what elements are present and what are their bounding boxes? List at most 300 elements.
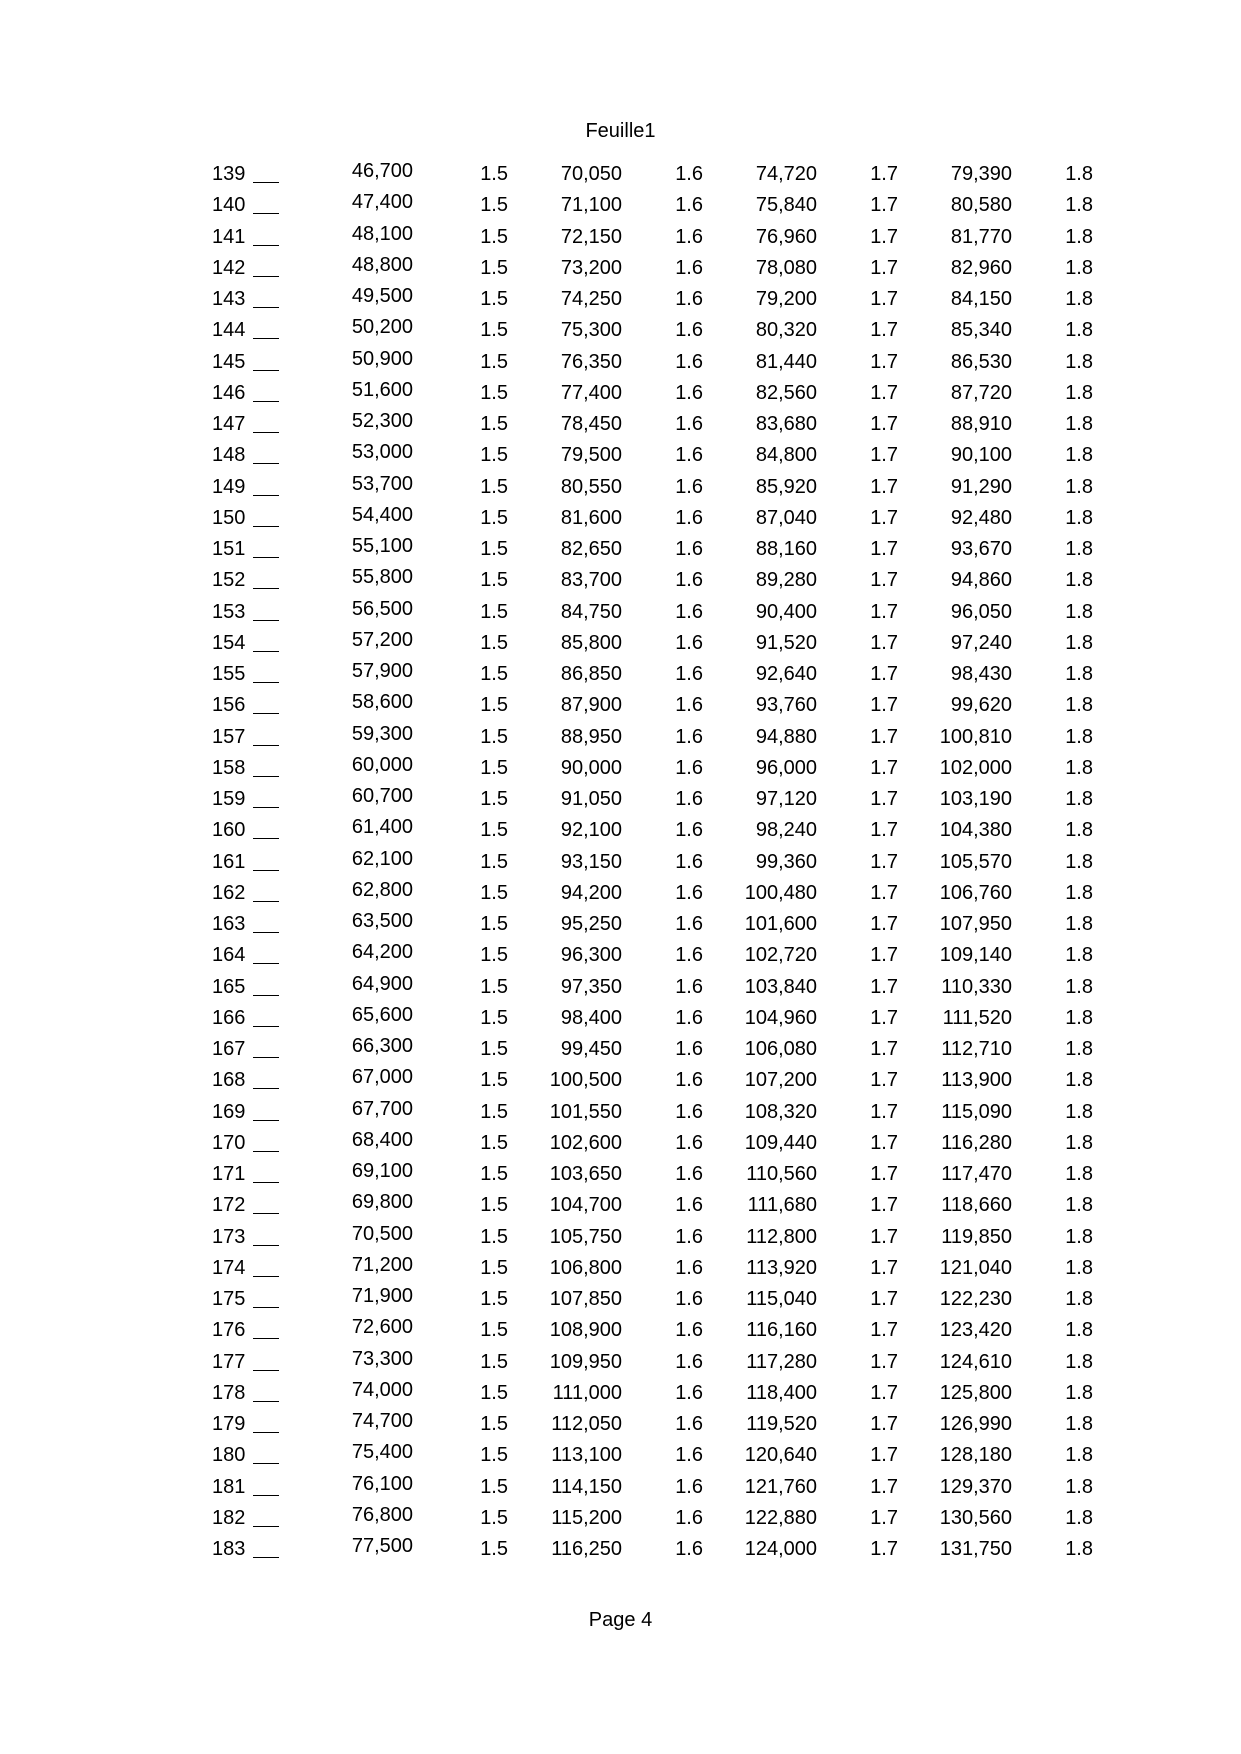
row-label: 152 [212,569,279,592]
table-row [0,1003,1241,1038]
factor-1-7: 1.7 [870,1256,898,1279]
value-x1-7: 99,620 [950,694,1012,717]
value-x1-5: 116,250 [551,1538,622,1560]
factor-1-7: 1.7 [870,850,898,873]
table-row [0,1160,1241,1194]
factor-1-6: 1.6 [675,975,703,998]
factor-1-5: 1.5 [480,850,508,873]
blank-line [253,276,279,277]
factor-1-8: 1.8 [1065,1381,1093,1404]
table-row [0,1066,1241,1100]
factor-1-5: 1.5 [480,694,508,717]
factor-1-8: 1.8 [1065,1475,1093,1498]
table-row [0,660,1241,694]
value-x1-5: 88,950 [560,725,622,748]
factor-1-7: 1.7 [870,944,898,967]
factor-1-5: 1.5 [480,819,508,842]
table-row [0,1535,1241,1569]
factor-1-8: 1.8 [1065,444,1093,467]
factor-1-5: 1.5 [480,1506,508,1529]
factor-1-6: 1.6 [675,944,703,967]
base-value: 66,300 [351,1035,413,1057]
factor-1-7: 1.7 [870,1413,898,1435]
factor-1-6: 1.6 [675,538,703,560]
factor-1-6: 1.6 [675,225,703,248]
factor-1-8: 1.8 [1065,319,1093,342]
row-label: 168 [212,1069,279,1092]
value-x1-5: 100,500 [549,1069,622,1092]
base-value: 57,200 [351,628,413,651]
factor-1-6: 1.6 [675,1538,703,1560]
row-label: 181 [212,1476,279,1499]
value-x1-7: 100,810 [939,725,1012,748]
value-x1-5: 101,550 [549,1100,622,1123]
blank-line [253,1026,279,1027]
row-label: 169 [212,1101,279,1124]
value-x1-6: 121,760 [744,1475,817,1498]
value-x1-7: 86,530 [950,350,1012,373]
factor-1-8: 1.8 [1065,475,1093,498]
factor-1-7: 1.7 [870,194,898,217]
table-row [0,535,1241,569]
value-x1-7: 130,560 [939,1506,1012,1529]
factor-1-8: 1.8 [1065,413,1093,435]
factor-1-5: 1.5 [480,1256,508,1279]
value-x1-6: 124,000 [744,1538,817,1560]
base-value: 63,500 [351,910,413,932]
value-x1-7: 118,660 [941,1194,1012,1217]
factor-1-7: 1.7 [870,1350,898,1373]
blank-line [253,807,279,808]
value-x1-5: 76,350 [560,350,622,373]
value-x1-5: 97,350 [560,975,622,998]
factor-1-8: 1.8 [1065,1006,1093,1029]
factor-1-7: 1.7 [870,663,898,685]
factor-1-7: 1.7 [870,1444,898,1467]
table-row [0,347,1241,382]
value-x1-6: 96,000 [755,756,817,779]
blank-line [253,307,279,308]
factor-1-6: 1.6 [675,163,703,185]
value-x1-6: 82,560 [755,381,817,404]
factor-1-7: 1.7 [870,569,898,592]
base-value: 75,400 [351,1441,413,1464]
factor-1-7: 1.7 [870,319,898,342]
value-x1-7: 103,190 [939,788,1012,810]
base-value: 54,400 [351,503,413,526]
factor-1-7: 1.7 [870,413,898,435]
value-x1-6: 100,480 [744,881,817,904]
blank-line [253,901,279,902]
factor-1-8: 1.8 [1065,1538,1093,1560]
value-x1-5: 102,600 [549,1131,622,1154]
base-value: 76,800 [351,1503,413,1526]
base-value: 48,800 [351,253,413,276]
row-label: 171 [212,1163,279,1186]
value-x1-5: 99,450 [560,1038,622,1060]
value-x1-7: 129,370 [939,1475,1012,1498]
factor-1-8: 1.8 [1065,944,1093,967]
value-x1-5: 95,250 [560,913,622,935]
factor-1-7: 1.7 [870,694,898,717]
blank-line [253,213,279,214]
value-x1-6: 101,600 [744,913,817,935]
row-label: 158 [212,757,279,780]
row-label: 178 [212,1382,279,1405]
factor-1-7: 1.7 [870,1131,898,1154]
factor-1-5: 1.5 [480,350,508,373]
factor-1-5: 1.5 [480,1069,508,1092]
factor-1-5: 1.5 [480,225,508,248]
factor-1-7: 1.7 [870,538,898,560]
factor-1-7: 1.7 [870,1069,898,1092]
factor-1-7: 1.7 [870,600,898,623]
factor-1-6: 1.6 [675,1475,703,1498]
factor-1-8: 1.8 [1065,1444,1093,1467]
factor-1-8: 1.8 [1065,694,1093,717]
base-value: 53,700 [351,472,413,495]
table-row [0,1441,1241,1475]
base-value: 76,100 [351,1472,413,1495]
blank-line [253,245,279,246]
value-x1-7: 87,720 [950,381,1012,404]
factor-1-7: 1.7 [870,1319,898,1342]
table-row [0,628,1241,663]
value-x1-7: 106,760 [939,881,1012,904]
page-number: Page 4 [588,1609,653,1631]
value-x1-6: 92,640 [755,663,817,685]
row-label: 167 [212,1038,279,1061]
value-x1-7: 90,100 [950,444,1012,467]
row-label: 142 [212,257,279,280]
value-x1-5: 81,600 [560,506,622,529]
factor-1-6: 1.6 [675,1288,703,1310]
factor-1-6: 1.6 [675,600,703,623]
base-value: 49,500 [351,285,413,307]
factor-1-8: 1.8 [1065,381,1093,404]
factor-1-5: 1.5 [480,1038,508,1060]
value-x1-5: 85,800 [560,631,622,654]
factor-1-6: 1.6 [675,819,703,842]
blank-line [253,1151,279,1152]
value-x1-7: 119,850 [941,1225,1012,1248]
table-row [0,191,1241,225]
blank-line [253,870,279,871]
factor-1-6: 1.6 [675,1381,703,1404]
value-x1-5: 91,050 [560,788,622,810]
row-label: 157 [212,726,279,749]
base-value: 70,500 [351,1222,413,1245]
table-row [0,1097,1241,1132]
value-x1-7: 110,330 [941,975,1012,998]
factor-1-8: 1.8 [1065,600,1093,623]
factor-1-5: 1.5 [480,1225,508,1248]
base-value: 51,600 [351,378,413,401]
value-x1-7: 102,000 [939,756,1012,779]
table-row [0,1347,1241,1382]
blank-line [253,588,279,589]
base-value: 67,000 [351,1066,413,1089]
base-value: 60,000 [351,753,413,776]
factor-1-5: 1.5 [480,569,508,592]
blank-line [253,932,279,933]
value-x1-6: 85,920 [755,475,817,498]
factor-1-6: 1.6 [675,631,703,654]
factor-1-7: 1.7 [870,444,898,467]
factor-1-6: 1.6 [675,1256,703,1279]
base-value: 77,500 [351,1535,413,1557]
factor-1-7: 1.7 [870,1225,898,1248]
row-label: 154 [212,632,279,655]
blank-line [253,963,279,964]
table-row [0,847,1241,882]
table-row [0,285,1241,319]
factor-1-8: 1.8 [1065,631,1093,654]
factor-1-5: 1.5 [480,725,508,748]
base-value: 64,900 [351,972,413,995]
factor-1-5: 1.5 [480,913,508,935]
row-label: 149 [212,476,279,499]
table-row [0,1253,1241,1288]
blank-line [253,1526,279,1527]
value-x1-7: 79,390 [950,163,1012,185]
value-x1-7: 85,340 [950,319,1012,342]
factor-1-6: 1.6 [675,694,703,717]
value-x1-7: 117,470 [941,1163,1012,1185]
row-label: 140 [212,194,279,217]
factor-1-5: 1.5 [480,1100,508,1123]
factor-1-5: 1.5 [480,663,508,685]
blank-line [253,1401,279,1402]
factor-1-6: 1.6 [675,1194,703,1217]
value-x1-6: 84,800 [755,444,817,467]
base-value: 47,400 [351,191,413,214]
factor-1-8: 1.8 [1065,1225,1093,1248]
factor-1-7: 1.7 [870,163,898,185]
value-x1-5: 109,950 [549,1350,622,1373]
base-value: 61,400 [351,816,413,839]
factor-1-7: 1.7 [870,350,898,373]
row-label: 159 [212,788,279,811]
value-x1-5: 107,850 [549,1288,622,1310]
blank-line [253,401,279,402]
factor-1-6: 1.6 [675,569,703,592]
base-value: 56,500 [351,597,413,620]
factor-1-6: 1.6 [675,1006,703,1029]
base-value: 62,800 [351,878,413,901]
factor-1-5: 1.5 [480,1006,508,1029]
blank-line [253,1245,279,1246]
factor-1-7: 1.7 [870,1538,898,1560]
factor-1-6: 1.6 [675,1444,703,1467]
factor-1-5: 1.5 [480,1194,508,1217]
base-value: 65,600 [351,1003,413,1026]
value-x1-6: 83,680 [755,413,817,435]
factor-1-6: 1.6 [675,725,703,748]
value-x1-7: 93,670 [950,538,1012,560]
value-x1-5: 112,050 [551,1413,622,1435]
row-label: 173 [212,1226,279,1249]
table-row [0,316,1241,350]
blank-line [253,1276,279,1277]
factor-1-6: 1.6 [675,194,703,217]
table-row [0,441,1241,475]
base-value: 52,300 [351,410,413,432]
base-value: 69,100 [351,1160,413,1182]
value-x1-6: 113,920 [746,1256,817,1279]
value-x1-7: 98,430 [950,663,1012,685]
value-x1-6: 104,960 [744,1006,817,1029]
factor-1-8: 1.8 [1065,1288,1093,1310]
row-label: 183 [212,1538,279,1561]
factor-1-6: 1.6 [675,1350,703,1373]
factor-1-5: 1.5 [480,381,508,404]
table-row [0,1503,1241,1538]
base-value: 64,200 [351,941,413,964]
base-value: 72,600 [351,1316,413,1339]
table-row [0,1191,1241,1225]
blank-line [253,1088,279,1089]
factor-1-5: 1.5 [480,1131,508,1154]
base-value: 53,000 [351,441,413,464]
base-value: 62,100 [351,847,413,870]
table-row [0,378,1241,413]
table-row [0,566,1241,600]
factor-1-7: 1.7 [870,1006,898,1029]
value-x1-5: 72,150 [560,225,622,248]
row-label: 146 [212,382,279,405]
value-x1-7: 81,770 [950,225,1012,248]
factor-1-7: 1.7 [870,788,898,810]
value-x1-7: 121,040 [939,1256,1012,1279]
row-label: 177 [212,1351,279,1374]
table-row [0,972,1241,1007]
blank-line [253,1432,279,1433]
value-x1-6: 106,080 [744,1038,817,1060]
factor-1-8: 1.8 [1065,1100,1093,1123]
row-label: 172 [212,1194,279,1217]
sheet-title: Feuille1 [585,120,656,142]
base-value: 58,600 [351,691,413,714]
row-label: 182 [212,1507,279,1530]
value-x1-7: 122,230 [939,1288,1012,1310]
value-x1-5: 73,200 [560,256,622,279]
value-x1-5: 106,800 [549,1256,622,1279]
factor-1-7: 1.7 [870,256,898,279]
base-value: 50,200 [351,316,413,339]
table-row [0,222,1241,257]
value-x1-5: 78,450 [560,413,622,435]
factor-1-5: 1.5 [480,163,508,185]
value-x1-6: 89,280 [755,569,817,592]
value-x1-7: 97,240 [950,631,1012,654]
value-x1-7: 107,950 [939,913,1012,935]
row-label: 147 [212,413,279,436]
factor-1-7: 1.7 [870,1381,898,1404]
factor-1-7: 1.7 [870,475,898,498]
value-x1-7: 113,900 [941,1069,1012,1092]
blank-line [253,1495,279,1496]
value-x1-5: 98,400 [560,1006,622,1029]
factor-1-8: 1.8 [1065,975,1093,998]
value-x1-6: 94,880 [755,725,817,748]
factor-1-8: 1.8 [1065,163,1093,185]
table-row [0,472,1241,507]
factor-1-5: 1.5 [480,1538,508,1560]
value-x1-7: 116,280 [941,1131,1012,1154]
value-x1-5: 94,200 [560,881,622,904]
table-row [0,941,1241,975]
factor-1-7: 1.7 [870,881,898,904]
factor-1-5: 1.5 [480,1288,508,1310]
row-label: 166 [212,1007,279,1030]
factor-1-5: 1.5 [480,538,508,560]
factor-1-8: 1.8 [1065,256,1093,279]
factor-1-8: 1.8 [1065,194,1093,217]
row-label: 174 [212,1257,279,1280]
table-row [0,910,1241,944]
blank-line [253,838,279,839]
data-table [0,160,1241,1569]
value-x1-5: 75,300 [560,319,622,342]
row-label: 141 [212,226,279,249]
factor-1-8: 1.8 [1065,1194,1093,1217]
factor-1-8: 1.8 [1065,350,1093,373]
value-x1-5: 71,100 [560,194,622,217]
value-x1-6: 103,840 [744,975,817,998]
value-x1-7: 88,910 [950,413,1012,435]
value-x1-7: 126,990 [939,1413,1012,1435]
row-label: 176 [212,1319,279,1342]
value-x1-5: 114,150 [551,1475,622,1498]
value-x1-6: 78,080 [755,256,817,279]
blank-line [253,651,279,652]
value-x1-5: 111,000 [552,1381,622,1404]
value-x1-6: 110,560 [746,1163,817,1185]
factor-1-5: 1.5 [480,975,508,998]
factor-1-6: 1.6 [675,381,703,404]
value-x1-5: 80,550 [560,475,622,498]
factor-1-5: 1.5 [480,1444,508,1467]
factor-1-8: 1.8 [1065,1319,1093,1342]
table-row [0,691,1241,725]
value-x1-6: 81,440 [755,350,817,373]
value-x1-6: 118,400 [746,1381,817,1404]
factor-1-7: 1.7 [870,1194,898,1217]
table-row [0,1410,1241,1444]
factor-1-7: 1.7 [870,288,898,310]
factor-1-8: 1.8 [1065,1506,1093,1529]
value-x1-5: 115,200 [551,1506,622,1529]
value-x1-6: 117,280 [746,1350,817,1373]
blank-line [253,1370,279,1371]
factor-1-7: 1.7 [870,1288,898,1310]
factor-1-8: 1.8 [1065,663,1093,685]
value-x1-6: 120,640 [744,1444,817,1467]
factor-1-7: 1.7 [870,381,898,404]
value-x1-7: 111,520 [942,1006,1012,1029]
factor-1-6: 1.6 [675,850,703,873]
factor-1-6: 1.6 [675,756,703,779]
blank-line [253,1463,279,1464]
value-x1-6: 88,160 [755,538,817,560]
row-label: 160 [212,819,279,842]
factor-1-5: 1.5 [480,881,508,904]
factor-1-8: 1.8 [1065,819,1093,842]
value-x1-6: 80,320 [755,319,817,342]
blank-line [253,182,279,183]
value-x1-7: 92,480 [950,506,1012,529]
